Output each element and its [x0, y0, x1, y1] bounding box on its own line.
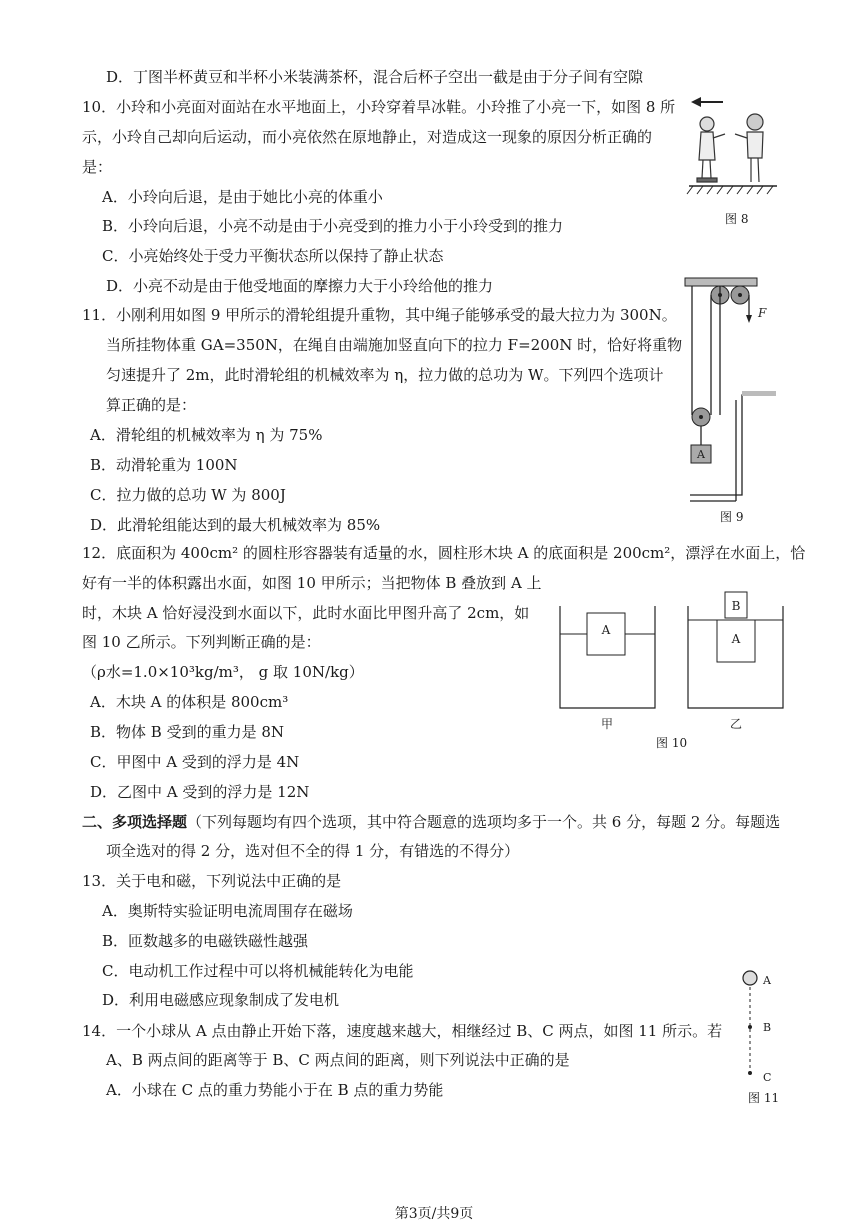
q12-option-c: C．甲图中 A 受到的浮力是 4N — [90, 753, 300, 771]
figure-9-caption: 图 9 — [720, 510, 744, 524]
section2-title: 二、多项选择题 — [82, 813, 188, 831]
figure-10-caption: 图 10 — [656, 736, 688, 750]
q10-option-c: C．小亮始终处于受力平衡状态所以保持了静止状态 — [102, 247, 444, 265]
q10-stem-line2: 示，小玲自己却向后运动，而小亮依然在原地静止，对造成这一现象的原因分析正确的 — [82, 128, 653, 146]
q10-option-a: A．小玲向后退，是由于她比小亮的体重小 — [102, 188, 383, 206]
section2-desc-line1: （下列每题均有四个选项，其中符合题意的选项均多于一个。共 6 分，每题 2 分。每题选 — [187, 813, 781, 831]
q9-option-d: D．丁图半杯黄豆和半杯小米装满茶杯，混合后杯子空出一截是由于分子间有空隙 — [106, 68, 644, 86]
boy-figure-icon — [735, 114, 763, 182]
q11-stem-line1: 11．小刚利用如图 9 甲所示的滑轮组提升重物，其中绳子能够承受的最大拉力为 300N。 — [82, 306, 677, 324]
fixed-pulley-right-icon — [731, 286, 749, 304]
movable-pulley-icon — [692, 408, 710, 426]
block-a-label: A — [697, 448, 705, 461]
q12-stem-line4: 图 10 乙所示。下列判断正确的是： — [82, 633, 321, 651]
q10-stem-line3: 是： — [82, 158, 113, 176]
block-b-label: B — [731, 599, 741, 613]
ball-icon — [743, 971, 757, 985]
q14-stem-line2: A、B 两点间的距离等于 B、C 两点间的距离，则下列说法中正确的是 — [106, 1051, 570, 1069]
q11-stem-line4: 算正确的是： — [106, 396, 197, 414]
q11-option-d: D．此滑轮组能达到的最大机械效率为 85% — [90, 516, 381, 534]
q13-stem: 13．关于电和磁，下列说法中正确的是 — [82, 872, 342, 890]
q10-option-b: B．小玲向后退，小亮不动是由于小亮受到的推力小于小玲受到的推力 — [102, 217, 564, 235]
q14-stem-line1: 14．一个小球从 A 点由静止开始下落，速度越来越大，相继经过 B、C 两点，如图 11 所示。若 — [82, 1022, 723, 1040]
q11-stem-line2: 当所挂物体重 GA=350N，在绳自由端施加竖直向下的拉力 F=200N 时，恰好将重物 — [106, 336, 683, 354]
q12-option-b: B．物体 B 受到的重力是 8N — [90, 723, 285, 741]
figure-8-skaters — [685, 90, 780, 210]
page-footer: 第3页/共9页 — [394, 1206, 474, 1222]
q12-given: （ρ水=1.0×10³kg/m³， g 取 10N/kg） — [82, 663, 364, 681]
q13-option-d: D．利用电磁感应现象制成了发电机 — [102, 991, 340, 1009]
block-a-yi-label: A — [731, 632, 741, 646]
point-a-label: A — [763, 974, 771, 987]
figure-10-containers — [555, 588, 785, 738]
force-label: F — [758, 306, 767, 320]
point-b-label: B — [763, 1021, 772, 1034]
q11-option-c: C．拉力做的总功 W 为 800J — [90, 486, 286, 504]
label-yi: 乙 — [729, 717, 743, 731]
q13-option-b: B．匝数越多的电磁铁磁性越强 — [102, 932, 309, 950]
container-jia — [560, 606, 655, 708]
q11-option-a: A．滑轮组的机械效率为 η 为 75% — [90, 426, 323, 444]
q11-option-b: B．动滑轮重为 100N — [90, 456, 238, 474]
container-yi — [688, 592, 783, 708]
q11-stem-line3: 匀速提升了 2m，此时滑轮组的机械效率为 η，拉力做的总功为 W。下列四个选项计 — [106, 366, 664, 384]
point-c-marker — [748, 1071, 752, 1075]
label-jia: 甲 — [600, 717, 614, 731]
point-c-label: C — [763, 1071, 772, 1084]
q12-option-a: A．木块 A 的体积是 800cm³ — [90, 693, 289, 711]
section2-desc-line2: 项全选对的得 2 分，选对但不全的得 1 分，有错选的不得分） — [106, 842, 520, 860]
figure-11-caption: 图 11 — [748, 1091, 780, 1105]
q12-stem-line3: 时，木块 A 恰好浸没到水面以下，此时水面比甲图升高了 2cm，如 — [82, 604, 530, 622]
force-arrow-icon — [746, 315, 752, 323]
girl-figure-icon — [697, 117, 725, 182]
block-a-jia-label: A — [601, 623, 611, 637]
ceiling-beam — [685, 278, 757, 286]
figure-8-caption: 图 8 — [725, 212, 749, 226]
q13-option-c: C．电动机工作过程中可以将机械能转化为电能 — [102, 962, 414, 980]
q12-stem-line2: 好有一半的体积露出水面，如图 10 甲所示；当把物体 B 叠放到 A 上 — [82, 574, 542, 592]
push-arrow-icon — [691, 97, 723, 107]
q13-option-a: A．奥斯特实验证明电流周围存在磁场 — [102, 902, 353, 920]
section2-heading — [82, 812, 780, 832]
point-b-marker — [748, 1025, 752, 1029]
figure-11-falling-ball — [738, 965, 778, 1090]
q10-option-d: D．小亮不动是由于他受地面的摩擦力大于小玲给他的推力 — [106, 277, 494, 295]
q12-stem-line1: 12．底面积为 400cm² 的圆柱形容器装有适量的水，圆柱形木块 A 的底面积是 200cm²，漂浮在水面上，恰 — [82, 544, 806, 562]
q10-stem-line1: 10．小玲和小亮面对面站在水平地面上，小玲穿着旱冰鞋。小玲推了小亮一下，如图 8 所 — [82, 98, 676, 116]
q12-option-d: D．乙图中 A 受到的浮力是 12N — [90, 783, 310, 801]
figure-9-pulley — [680, 275, 780, 510]
q14-option-a: A．小球在 C 点的重力势能小于在 B 点的重力势能 — [106, 1081, 444, 1099]
